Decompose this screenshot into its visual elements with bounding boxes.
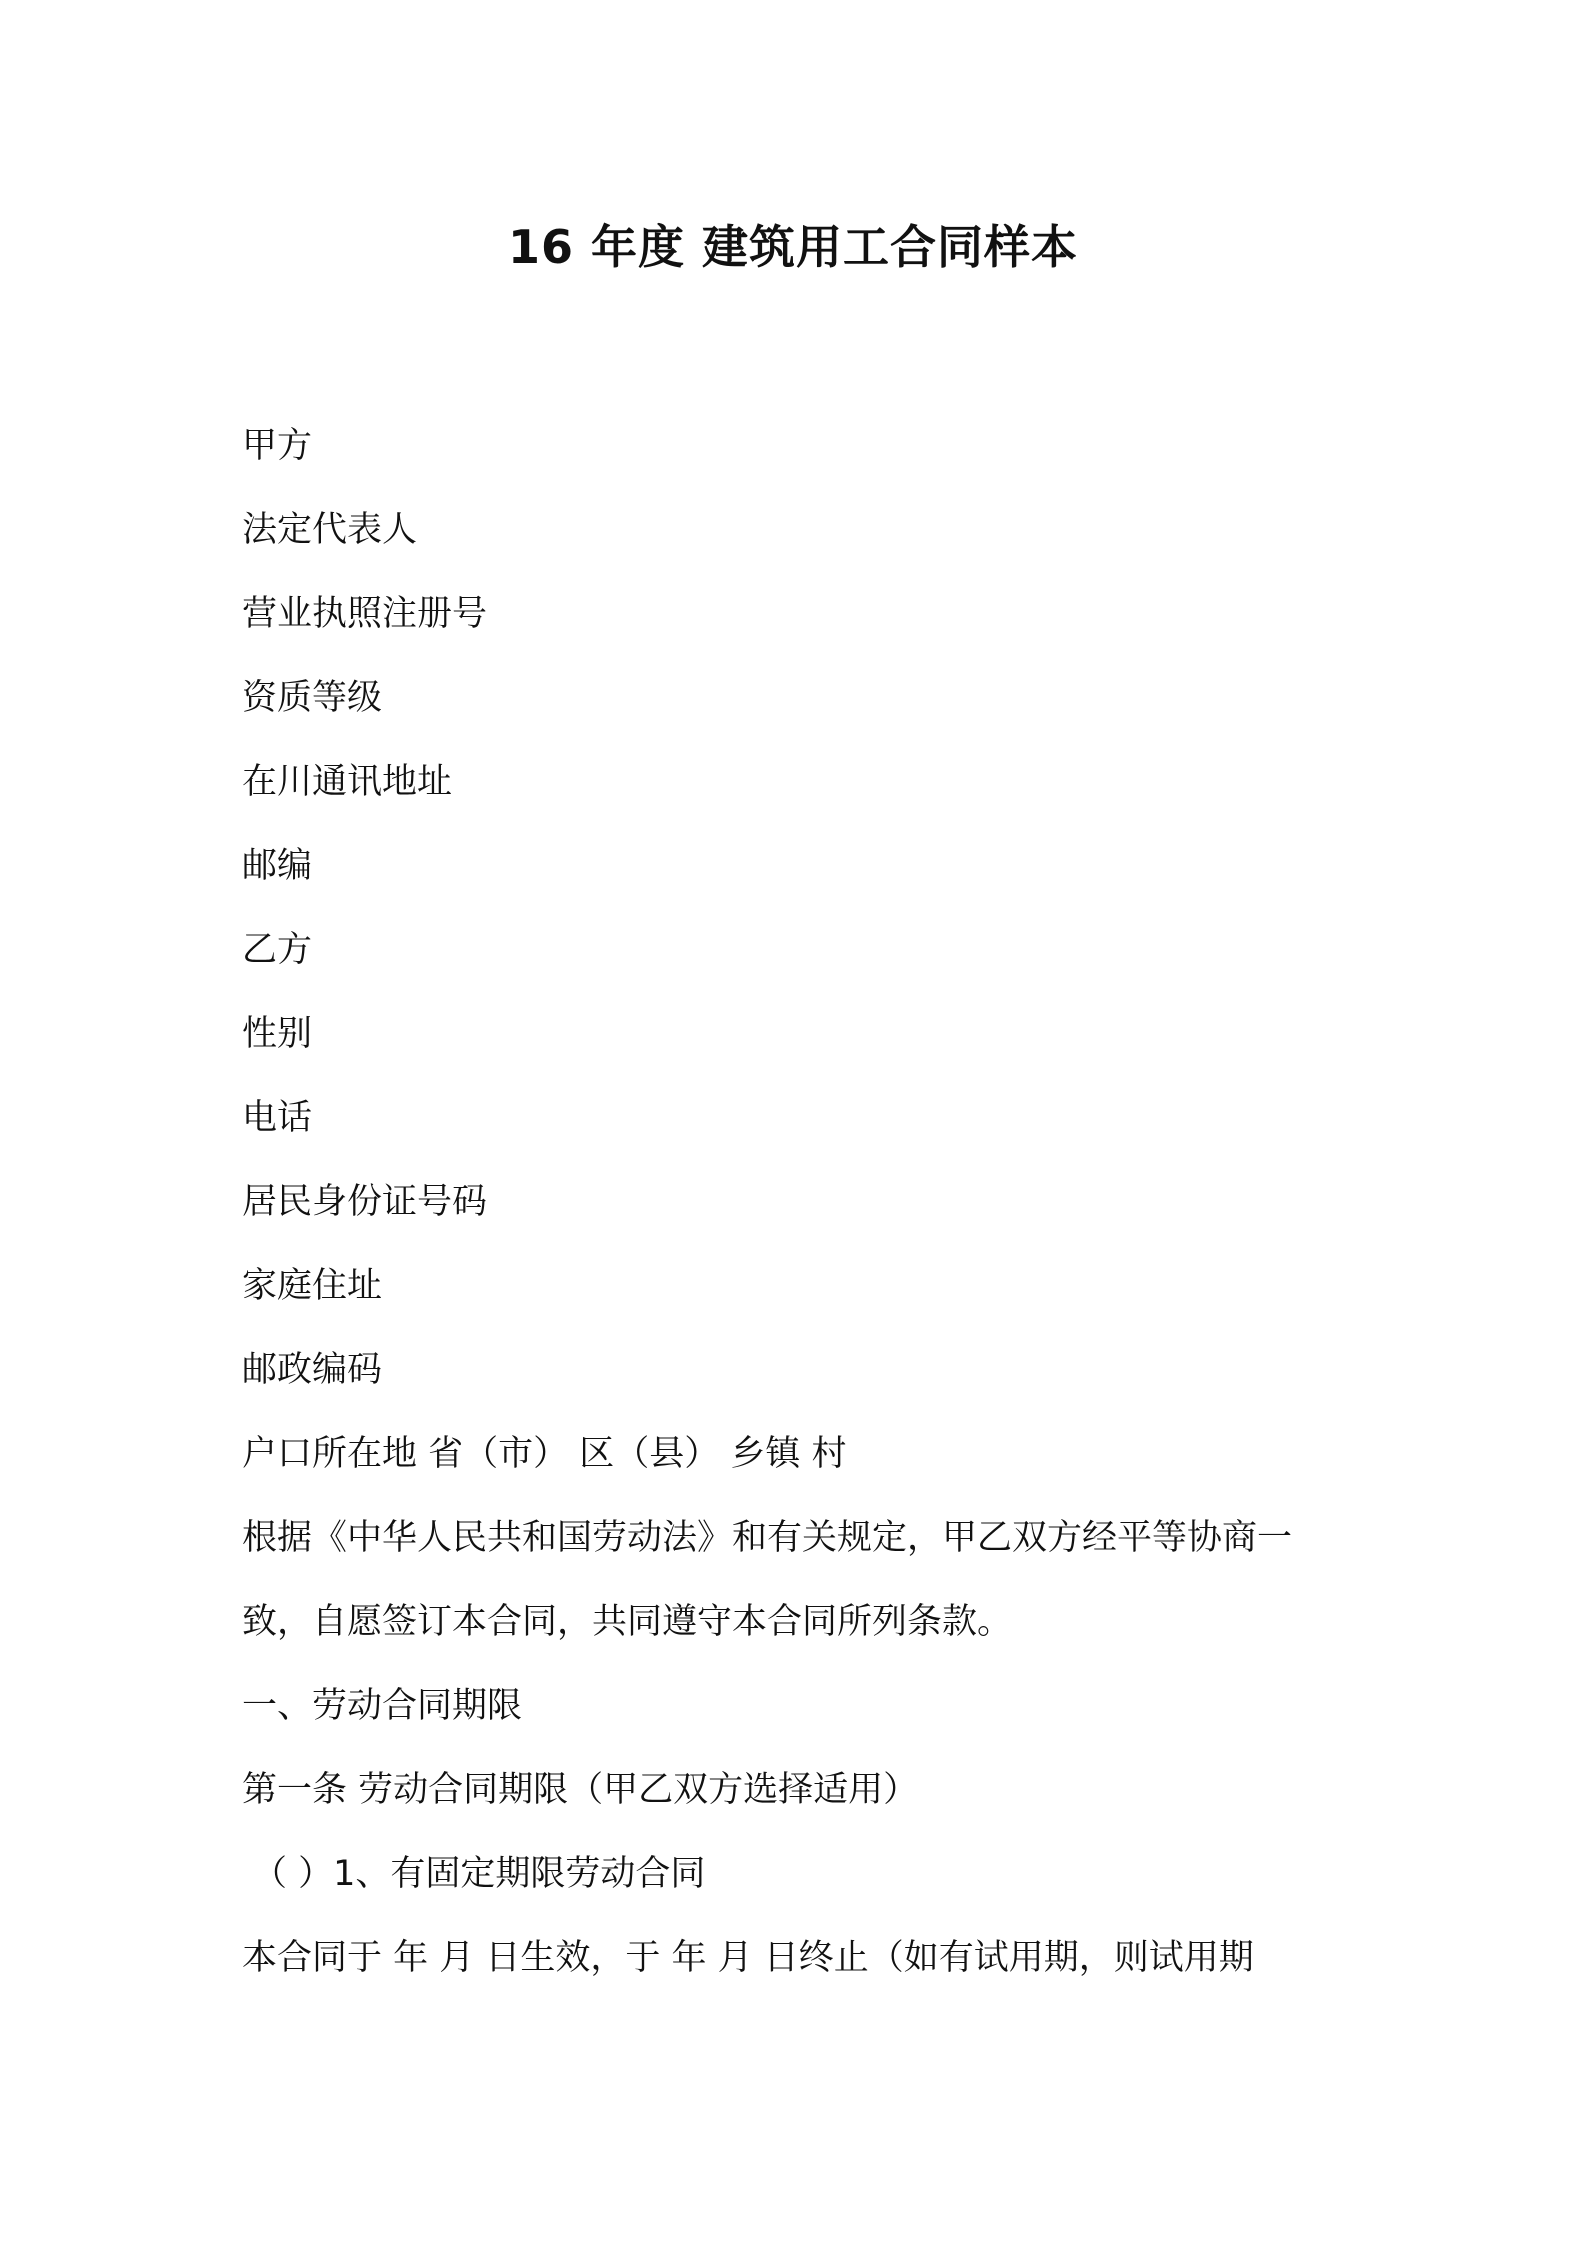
field-party-a: 甲方 — [242, 426, 313, 466]
field-household-registration: 户口所在地 省（市） 区（县） 乡镇 村 — [242, 1434, 847, 1474]
paragraph-preamble-line-2: 致，自愿签订本合同，共同遵守本合同所列条款。 — [242, 1602, 1013, 1642]
field-qualification-level: 资质等级 — [242, 678, 383, 718]
field-party-b: 乙方 — [242, 930, 313, 970]
section-heading-contract-term: 一、劳动合同期限 — [242, 1686, 523, 1726]
field-id-number: 居民身份证号码 — [242, 1182, 488, 1222]
field-home-address: 家庭住址 — [242, 1266, 383, 1306]
field-phone: 电话 — [242, 1098, 313, 1138]
field-postcode: 邮编 — [242, 846, 313, 886]
field-postal-code: 邮政编码 — [242, 1350, 383, 1390]
option-fixed-term-contract: （ ）1、有固定期限劳动合同 — [252, 1854, 706, 1894]
article-1-heading: 第一条 劳动合同期限（甲乙双方选择适用） — [242, 1770, 919, 1810]
field-legal-representative: 法定代表人 — [242, 510, 418, 550]
paragraph-contract-dates: 本合同于 年 月 日生效，于 年 月 日终止（如有试用期，则试用期 — [242, 1938, 1254, 1978]
field-sichuan-address: 在川通讯地址 — [242, 762, 453, 802]
field-business-license-number: 营业执照注册号 — [242, 594, 488, 634]
paragraph-preamble-line-1: 根据《中华人民共和国劳动法》和有关规定，甲乙双方经平等协商一 — [242, 1518, 1293, 1558]
document-title: 16 年度 建筑用工合同样本 — [507, 220, 1079, 274]
document-body — [242, 404, 1362, 2000]
field-gender: 性别 — [242, 1014, 313, 1054]
